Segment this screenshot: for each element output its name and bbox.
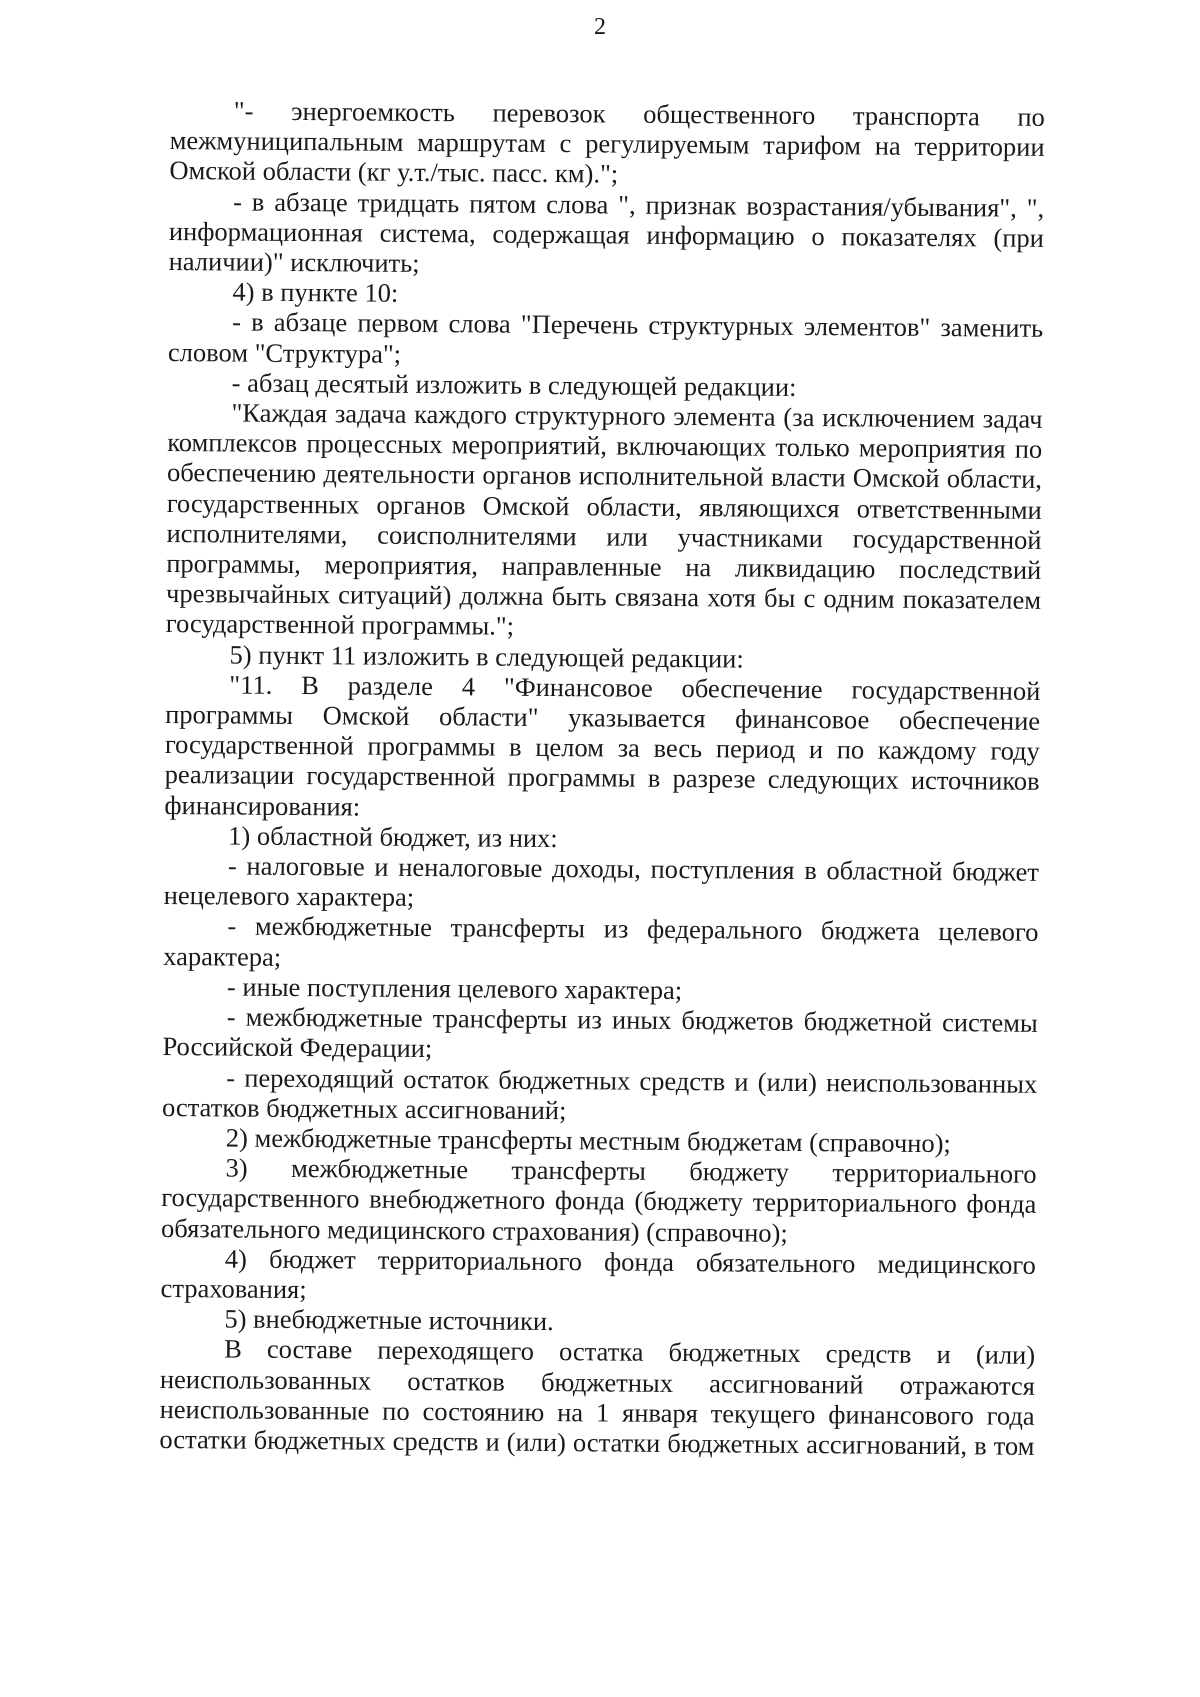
paragraph-energy-intensity: "- энергоемкость перевозок общественного транспорта по межмуниципальным маршрутам с регулируемым тарифом на территории Омской области (кг у.т./тыс. пасс. км)."; bbox=[169, 95, 1045, 189]
paragraph-abzac-first: - в абзаце первом слова "Перечень структурных элементов" заменить словом "Структура"; bbox=[167, 306, 1044, 369]
paragraph-extra-budgetary-sources: 5) внебюджетные источники. bbox=[224, 1303, 554, 1337]
paragraph-federal-transfers: - межбюджетные трансферты из федерального бюджета целевого характера; bbox=[163, 910, 1039, 972]
paragraph-local-budgets: 2) межбюджетные трансферты местным бюджетам (справочно); bbox=[225, 1122, 951, 1159]
page-number: 2 bbox=[594, 14, 606, 40]
paragraph-abzac-35: - в абзаце тридцать пятом слова ", признак возрастания/убывания", ", информационная система, содержащая информацию о показателях (при наличии)" исключить; bbox=[168, 186, 1045, 278]
paragraph-tax-revenues: - налоговые и неналоговые доходы, поступления в областной бюджет нецелевого характера; bbox=[163, 850, 1040, 913]
paragraph-abzac-tenth: - абзац десятый изложить в следующей редакции: bbox=[231, 367, 797, 402]
paragraph-each-task: "Каждая задача каждого структурного элемента (за исключением задач комплексов процессных мероприятий, включающих только мероприятия по обеспечению деятельности органов исполнительной власти Омской области, государственных органов Омской области, являющихся ответственными исполнителями, соисполнителями или участниками государственной программы, мероприятия, направленные на ликвидацию последствий чрезвычайных ситуаций) должна быть связана хотя бы с одним показателем государственной программы."; bbox=[165, 397, 1043, 642]
paragraph-regional-budget: 1) областной бюджет, из них: bbox=[228, 820, 558, 853]
paragraph-carryover-composition: В составе переходящего остатка бюджетных средств и (или) неиспользованных остатков бюджетных ассигнований отражаются неиспользованные по состоянию на 1 января текущего финансового года остатки бюджетных средств и (или) остатки бюджетных ассигнований, в том bbox=[159, 1333, 1036, 1461]
paragraph-item-4: 4) в пункте 10: bbox=[232, 276, 399, 309]
paragraph-mandatory-insurance: 4) бюджет территориального фонда обязательного медицинского страхования; bbox=[160, 1243, 1036, 1305]
paragraph-extra-budgetary-fund: 3) межбюджетные трансферты бюджету территориального государственного внебюджетного фонда (бюджету территориального фонда обязательного медицинского страхования) (справочно); bbox=[160, 1152, 1037, 1248]
paragraph-other-budgets: - межбюджетные трансферты из иных бюджетов бюджетной системы Российской Федерации; bbox=[162, 1001, 1038, 1064]
paragraph-item-5: 5) пункт 11 изложить в следующей редакции: bbox=[229, 639, 744, 674]
document-body bbox=[159, 95, 1045, 1461]
paragraph-section-4: "11. В разделе 4 "Финансовое обеспечение государственной программы Омской области" указывается финансовое обеспечение государственной программы в целом за весь период и по каждому году реализации государственной программы в разрезе следующих источников финансирования: bbox=[164, 669, 1041, 822]
paragraph-carryover-balance: - переходящий остаток бюджетных средств и (или) неиспользованных остатков бюджетных ассигнований; bbox=[161, 1061, 1038, 1125]
paragraph-other-receipts: - иные поступления целевого характера; bbox=[226, 971, 683, 1005]
